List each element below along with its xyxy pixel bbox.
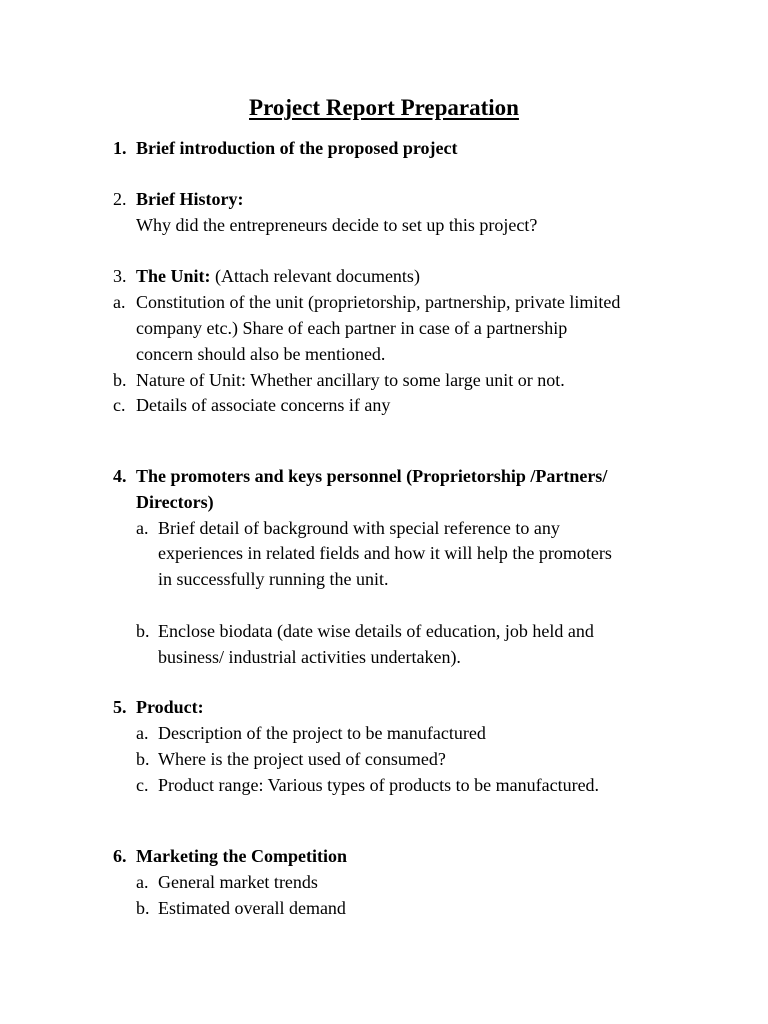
list-line: Product range: Various types of products to be manufactured. <box>158 775 600 795</box>
list-line: experiences in related fields and how it will help the promoters <box>158 543 612 563</box>
list-line: Where is the project used of consumed? <box>158 749 446 769</box>
list-line: General market trends <box>158 872 318 892</box>
list-marker: c. <box>136 775 149 795</box>
section-body: Why did the entrepreneurs decide to set up this project? <box>136 215 538 235</box>
section-heading: Marketing the Competition <box>136 846 347 866</box>
section-heading: Brief introduction of the proposed project <box>136 138 458 158</box>
list-marker: a. <box>136 723 149 743</box>
list-line: concern should also be mentioned. <box>136 344 386 364</box>
list-line: Nature of Unit: Whether ancillary to some large unit or not. <box>136 370 565 390</box>
section-number: 4. <box>113 466 127 486</box>
list-line: Constitution of the unit (proprietorship, partnership, private limited <box>136 292 621 312</box>
section-heading: Product: <box>136 697 204 717</box>
list-line: Description of the project to be manufactured <box>158 723 486 743</box>
section-heading: The promoters and keys personnel (Proprietorship /Partners/ <box>136 466 608 486</box>
list-marker: c. <box>113 395 126 415</box>
section-number: 6. <box>113 846 127 866</box>
section-heading: The Unit: <box>136 266 211 286</box>
list-line: Details of associate concerns if any <box>136 395 391 415</box>
list-marker: b. <box>113 370 127 390</box>
list-marker: b. <box>136 621 150 641</box>
section-heading-note: (Attach relevant documents) <box>210 266 420 286</box>
list-line: Brief detail of background with special reference to any <box>158 518 560 538</box>
document-title: Project Report Preparation <box>249 95 519 120</box>
list-line: business/ industrial activities undertaken). <box>158 647 461 667</box>
list-line: Enclose biodata (date wise details of education, job held and <box>158 621 594 641</box>
section-heading: Brief History: <box>136 189 244 209</box>
section-number: 3. <box>113 266 127 286</box>
list-line: Estimated overall demand <box>158 898 346 918</box>
section-heading: Directors) <box>136 492 214 512</box>
section-number: 5. <box>113 697 127 717</box>
list-marker: a. <box>136 872 149 892</box>
list-marker: b. <box>136 749 150 769</box>
list-line: in successfully running the unit. <box>158 569 389 589</box>
section-number: 2. <box>113 189 127 209</box>
list-marker: a. <box>113 292 126 312</box>
list-marker: b. <box>136 898 150 918</box>
list-line: company etc.) Share of each partner in case of a partnership <box>136 318 568 338</box>
section-number: 1. <box>113 138 127 158</box>
list-marker: a. <box>136 518 149 538</box>
